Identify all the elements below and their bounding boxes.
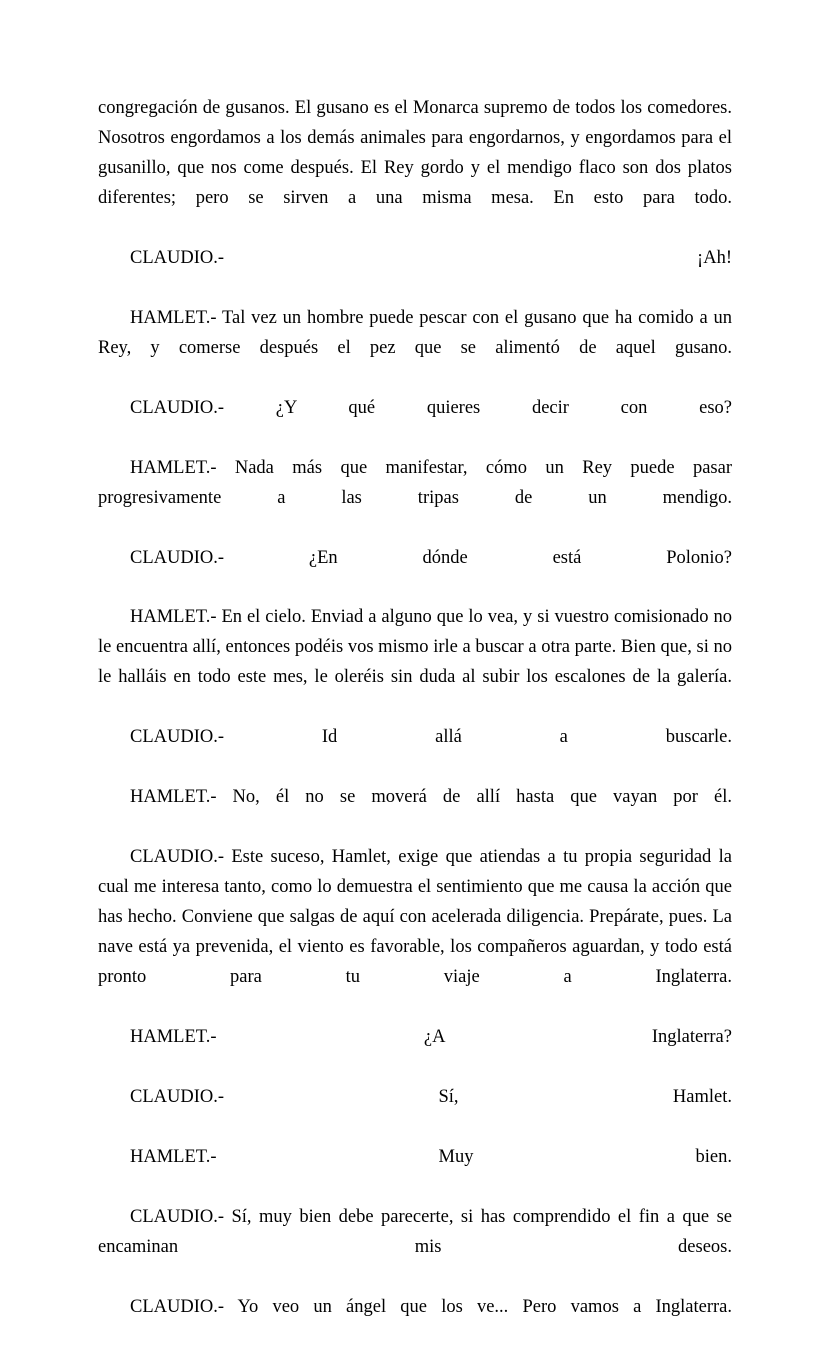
paragraph: HAMLET.- ¿A Inglaterra? xyxy=(130,1027,732,1048)
document-text-body xyxy=(98,94,732,1353)
paragraph: HAMLET.- Muy bien. xyxy=(130,1146,732,1167)
paragraph: HAMLET.- No, él no se moverá de allí hasta que vayan por él. xyxy=(130,787,732,808)
paragraph: HAMLET.- Tal vez un hombre puede pescar con el gusano que ha comido a un Rey, y comerse después el pez que se alimentó de aquel gusano. xyxy=(98,307,732,358)
paragraph: CLAUDIO.- Id allá a buscarle. xyxy=(130,727,732,748)
paragraph: congregación de gusanos. El gusano es el Monarca supremo de todos los comedores. Nosotros engordamos a los demás animales para engordarnos, y engordamos para el gusanillo, que nos come después. El Rey gordo y el mendigo flaco son dos platos diferentes; pero se sirven a una misma mesa. En esto para todo. xyxy=(98,98,732,208)
paragraph: CLAUDIO.- ¿En dónde está Polonio? xyxy=(130,547,732,568)
paragraph: CLAUDIO.- Sí, muy bien debe parecerte, si has comprendido el fin a que se encaminan mis deseos. xyxy=(98,1206,732,1257)
paragraph: CLAUDIO.- ¡Ah! xyxy=(130,247,732,268)
paragraph: CLAUDIO.- Este suceso, Hamlet, exige que atiendas a tu propia seguridad la cual me interesa tanto, como lo demuestra el sentimiento que me causa la acción que has hecho. Conviene que salgas de aquí con acelerada diligencia. Prepárate, pues. La nave está ya prevenida, el viento es favorable, los compañeros aguardan, y todo está pronto para tu viaje a Inglaterra. xyxy=(98,847,732,988)
paragraph: CLAUDIO.- Yo veo un ángel que los ve... Pero vamos a Inglaterra. xyxy=(130,1296,732,1317)
paragraph: CLAUDIO.- ¿Y qué quieres decir con eso? xyxy=(130,397,732,418)
paragraph: CLAUDIO.- Sí, Hamlet. xyxy=(130,1086,732,1107)
paragraph: HAMLET.- Nada más que manifestar, cómo un Rey puede pasar progresivamente a las tripas de un mendigo. xyxy=(98,457,732,508)
paragraph: HAMLET.- En el cielo. Enviad a alguno que lo vea, y si vuestro comisionado no le encuentra allí, entonces podéis vos mismo irle a buscar a otra parte. Bien que, si no le halláis en todo este mes, le oleréis sin duda al subir los escalones de la galería. xyxy=(98,607,732,688)
